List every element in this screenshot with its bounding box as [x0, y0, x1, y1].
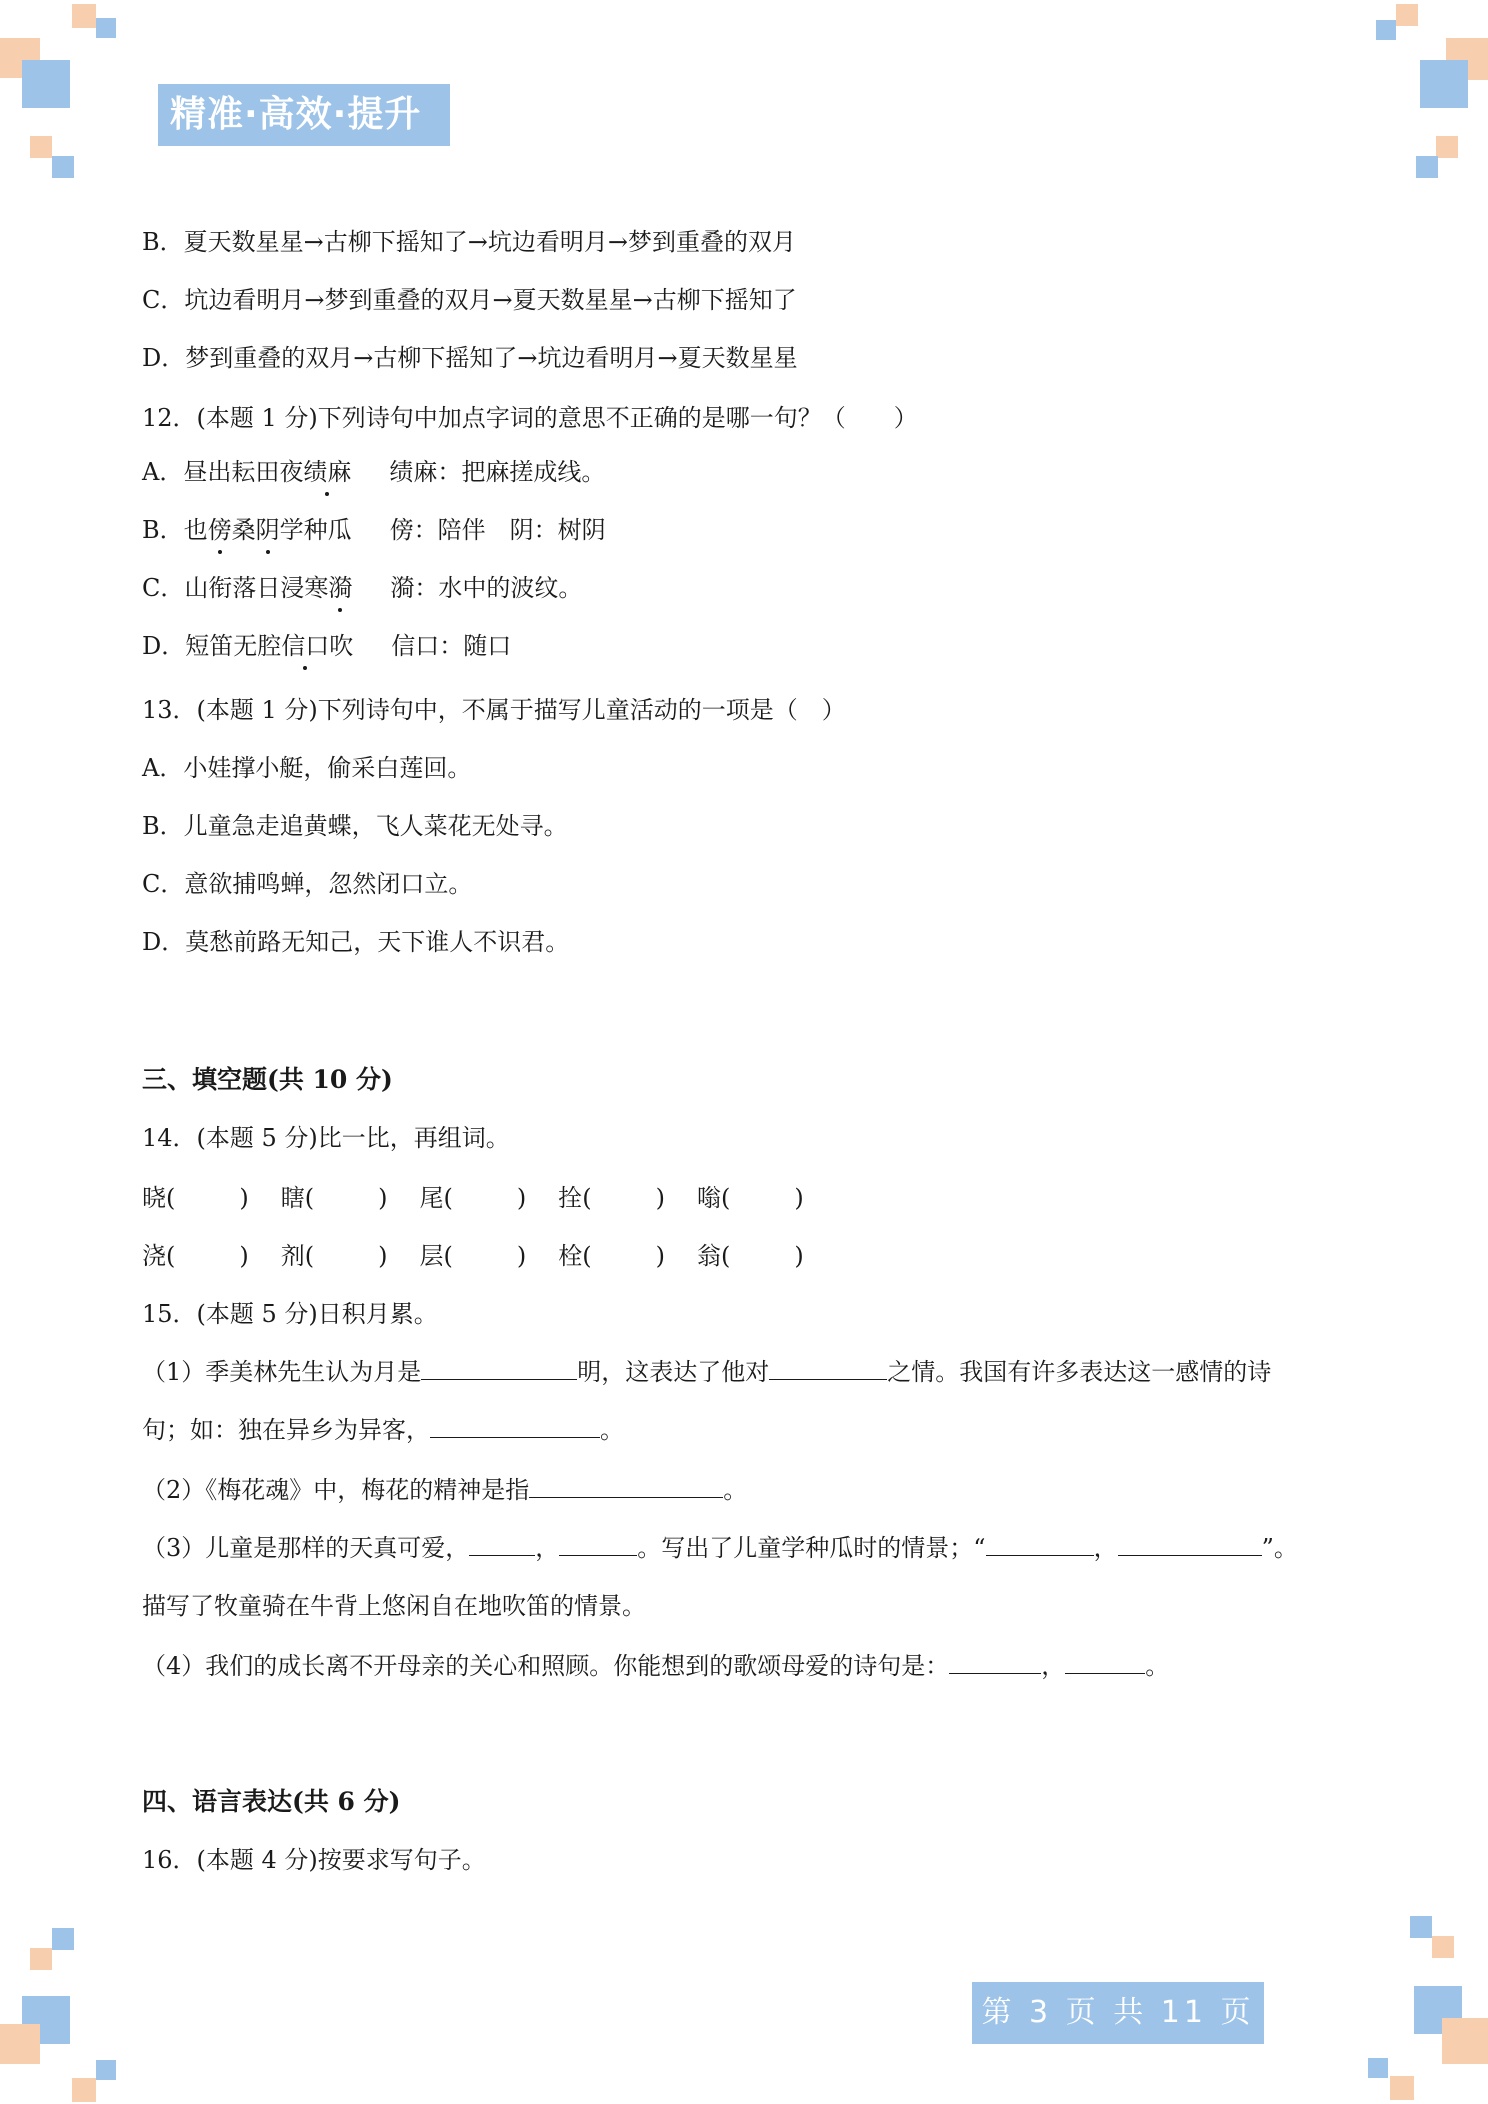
q14-row-2: 浇( ) 剂( ) 层( ) 栓( ) 翁( )	[142, 1242, 804, 1270]
q13-option-c: C．意欲捕鸣蝉，忽然闭口立。	[142, 870, 473, 898]
q12-note-a: 绩麻：把麻搓成线。	[389, 458, 606, 486]
answer-blank[interactable]	[949, 1651, 1041, 1674]
answer-blank[interactable]	[430, 1415, 600, 1438]
q11-option-c: C．坑边看明月→梦到重叠的双月→夏天数星星→古柳下摇知了	[142, 286, 797, 314]
q13-option-d: D．莫愁前路无知己，天下谁人不识君。	[142, 928, 570, 956]
q12-note-b: 傍：陪伴 阴：树阴	[389, 516, 606, 544]
q15-part-1-line-1: （1）季美林先生认为月是 明，这表达了他对 之情。我国有许多表达这一感情的诗	[142, 1358, 1272, 1386]
header-banner: 精准·高效·提升	[158, 84, 450, 146]
q12-stem: 12．(本题 1 分)下列诗句中加点字词的意思不正确的是哪一句？（ ）	[142, 404, 918, 432]
q15-part-3-line-2: 描写了牧童骑在牛背上悠闲自在地吹笛的情景。	[142, 1592, 646, 1620]
answer-blank[interactable]	[769, 1357, 887, 1380]
section-4-title: 四、语言表达(共 6 分)	[142, 1787, 401, 1816]
q12-option-d: D．短笛无腔信口吹 信口：随口	[142, 632, 512, 660]
q16-stem: 16．(本题 4 分)按要求写句子。	[142, 1846, 486, 1874]
dotted-word: 傍	[207, 516, 232, 544]
q11-option-b: B．夏天数星星→古柳下摇知了→坑边看明月→梦到重叠的双月	[142, 228, 796, 256]
q12-option-a: A．昼出耘田夜绩麻 绩麻：把麻搓成线。	[142, 458, 606, 486]
answer-blank[interactable]	[986, 1533, 1094, 1556]
page-number-banner: 第 3 页 共 11 页	[972, 1982, 1264, 2044]
q12-option-c: C．山衔落日浸寒漪 漪：水中的波纹。	[142, 574, 583, 602]
dotted-word: 漪	[328, 574, 353, 602]
q14-stem: 14．(本题 5 分)比一比，再组词。	[142, 1124, 510, 1152]
answer-blank[interactable]	[1118, 1533, 1262, 1556]
q12-note-c: 漪：水中的波纹。	[390, 574, 583, 602]
q15-part-3-line-1: （3）儿童是那样的天真可爱， ， 。写出了儿童学种瓜时的情景；“ ， ”。	[142, 1534, 1298, 1562]
answer-blank[interactable]	[1065, 1651, 1145, 1674]
q13-option-a: A．小娃撑小艇，偷采白莲回。	[142, 754, 472, 782]
dotted-word: 信口	[281, 632, 330, 660]
dotted-word: 阴	[255, 516, 280, 544]
answer-blank[interactable]	[559, 1533, 637, 1556]
q11-option-d: D．梦到重叠的双月→古柳下摇知了→坑边看明月→夏天数星星	[142, 344, 798, 372]
q12-note-d: 信口：随口	[391, 632, 512, 660]
dotted-word: 绩麻	[303, 458, 352, 486]
q15-part-2: （2）《梅花魂》中，梅花的精神是指 。	[142, 1476, 748, 1504]
section-3-title: 三、填空题(共 10 分)	[142, 1065, 393, 1094]
q12-option-b: B．也傍桑阴学种瓜 傍：陪伴 阴：树阴	[142, 516, 606, 544]
answer-blank[interactable]	[421, 1357, 577, 1380]
q13-option-b: B．儿童急走追黄蝶，飞人菜花无处寻。	[142, 812, 568, 840]
q13-stem: 13．(本题 1 分)下列诗句中，不属于描写儿童活动的一项是（ ）	[142, 696, 846, 724]
q14-row-1: 晓( ) 瞎( ) 尾( ) 拴( ) 嗡( )	[142, 1184, 804, 1212]
q15-part-1-line-2: 句；如：独在异乡为异客， 。	[142, 1416, 624, 1444]
answer-blank[interactable]	[469, 1533, 535, 1556]
q15-part-4: （4）我们的成长离不开母亲的关心和照顾。你能想到的歌颂母爱的诗句是： ， 。	[142, 1652, 1170, 1680]
answer-blank[interactable]	[529, 1475, 723, 1498]
q15-stem: 15．(本题 5 分)日积月累。	[142, 1300, 438, 1328]
